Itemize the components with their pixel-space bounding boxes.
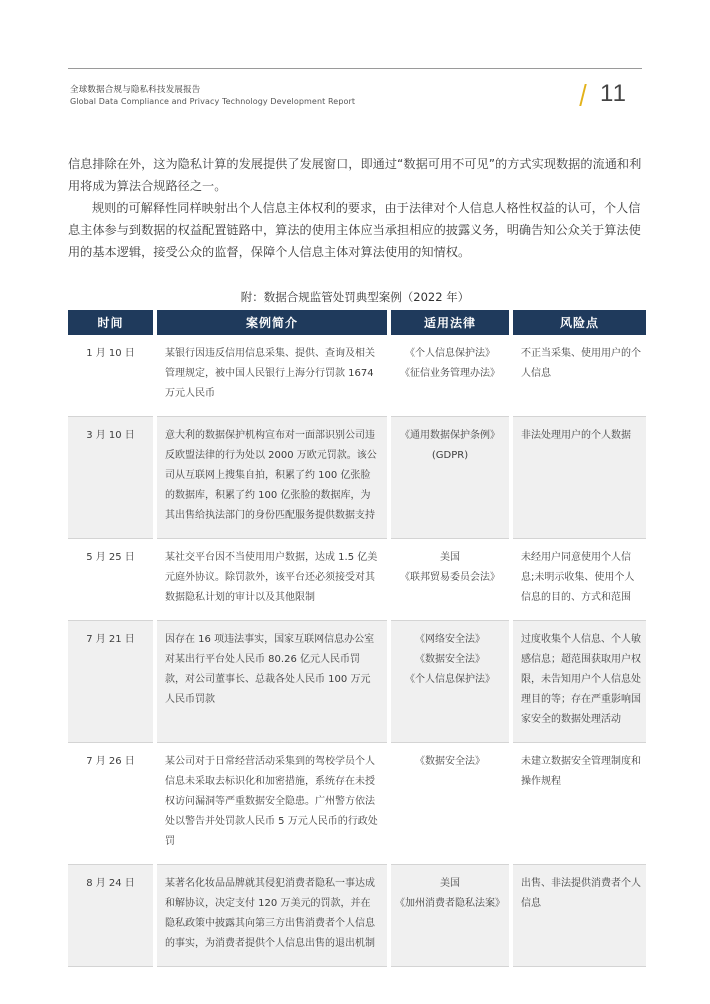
cell-risk: 不正当采集、使用用户的个人信息	[513, 335, 646, 417]
law-item: 《联邦贸易委员会法》	[400, 572, 500, 583]
cell-description: 因存在 16 项违法事实，国家互联网信息办公室对某出行平台处人民币 80.26 亿元人民币罚款，对公司董事长、总裁各处人民币 100 万元人民币罚款	[157, 621, 387, 743]
cell-description: 某银行因违反信用信息采集、提供、查询及相关管理规定，被中国人民银行上海分行罚款 1674 万元人民币	[157, 335, 387, 417]
report-title-cn: 全球数据合规与隐私科技发展报告	[70, 85, 201, 95]
body-text	[68, 153, 642, 263]
cell-time: 8 月 24 日	[68, 865, 153, 967]
law-item: 《网络安全法》	[415, 634, 485, 645]
column-header-risk: 风险点	[513, 310, 646, 335]
table-caption: 附：数据合规监管处罚典型案例（2022 年）	[240, 290, 470, 304]
cell-description: 某社交平台因不当使用用户数据，达成 1.5 亿美元庭外协议。除罚款外，该平台还必须接受对其数据隐私计划的审计以及其他限制	[157, 539, 387, 621]
report-title-en: Global Data Compliance and Privacy Technology Development Report	[70, 97, 356, 106]
law-item: 《个人信息保护法》	[405, 348, 495, 359]
cell-time: 1 月 10 日	[68, 335, 153, 417]
cell-time: 5 月 25 日	[68, 539, 153, 621]
column-header-time: 时间	[68, 310, 153, 335]
cell-time: 3 月 10 日	[68, 417, 153, 539]
cell-risk: 未经用户同意使用个人信息;未明示收集、使用个人信息的目的、方式和范围	[513, 539, 646, 621]
paragraph-1: 信息排除在外，这为隐私计算的发展提供了发展窗口，即通过“数据可用不可见”的方式实现数据的流通和利用将成为算法合规路径之一。	[68, 157, 642, 193]
column-header-description: 案例简介	[157, 310, 387, 335]
cell-risk: 未建立数据安全管理制度和操作规程	[513, 743, 646, 865]
paragraph-2: 规则的可解释性同样映射出个人信息主体权利的要求，由于法律对个人信息人格性权益的认可，个人信息主体参与到数据的权益配置链路中，算法的使用主体应当承担相应的披露义务，明确告知公众关于算法使用的基本逻辑，接受公众的监督，保障个人信息主体对算法使用的知情权。	[68, 201, 641, 259]
law-item: 美国	[440, 878, 460, 889]
law-item: 《数据安全法》	[415, 756, 485, 767]
cell-time: 7 月 26 日	[68, 743, 153, 865]
cell-law	[391, 539, 509, 621]
page-header	[68, 68, 642, 115]
penalty-cases-table	[64, 310, 650, 967]
table-row	[68, 417, 646, 539]
cell-law	[391, 417, 509, 539]
table-row	[68, 621, 646, 743]
law-item: 《通用数据保护条例》	[400, 430, 500, 441]
law-item: (GDPR)	[431, 450, 469, 461]
law-item: 《数据安全法》	[415, 654, 485, 665]
cell-description: 某著名化妆品品牌就其侵犯消费者隐私一事达成和解协议，决定支付 120 万美元的罚款，并在隐私政策中披露其向第三方出售消费者个人信息的事实，为消费者提供个人信息出售的退出机制	[157, 865, 387, 967]
accent-slash	[579, 84, 586, 106]
cell-law	[391, 865, 509, 967]
law-item: 美国	[440, 552, 460, 563]
table-header-row	[68, 310, 646, 335]
table-row	[68, 865, 646, 967]
table-row	[68, 539, 646, 621]
cell-time: 7 月 21 日	[68, 621, 153, 743]
cell-risk: 出售、非法提供消费者个人信息	[513, 865, 646, 967]
cell-risk: 非法处理用户的个人数据	[513, 417, 646, 539]
law-item: 《征信业务管理办法》	[400, 368, 500, 379]
cell-risk: 过度收集个人信息、个人敏感信息；超范围获取用户权限，未告知用户个人信息处理目的等；存在严重影响国家安全的数据处理活动	[513, 621, 646, 743]
cell-law	[391, 335, 509, 417]
table-row	[68, 743, 646, 865]
cell-law	[391, 743, 509, 865]
cell-law	[391, 621, 509, 743]
table-row	[68, 335, 646, 417]
page-number: 11	[600, 80, 627, 107]
cell-description: 意大利的数据保护机构宣布对一面部识别公司违反欧盟法律的行为处以 2000 万欧元罚款。该公司从互联网上搜集自拍，积累了约 100 亿张脸的数据库，积累了约 100 亿张脸的数据库，为其出售给执法部门的身份匹配服务提供数据支持	[157, 417, 387, 539]
column-header-law: 适用法律	[391, 310, 509, 335]
cell-description: 某公司对于日常经营活动采集到的驾校学员个人信息未采取去标识化和加密措施，系统存在未授权访问漏洞等严重数据安全隐患。广州警方依法处以警告并处罚款人民币 5 万元人民币的行政处罚	[157, 743, 387, 865]
law-item: 《个人信息保护法》	[405, 674, 495, 685]
law-item: 《加州消费者隐私法案》	[395, 898, 505, 909]
